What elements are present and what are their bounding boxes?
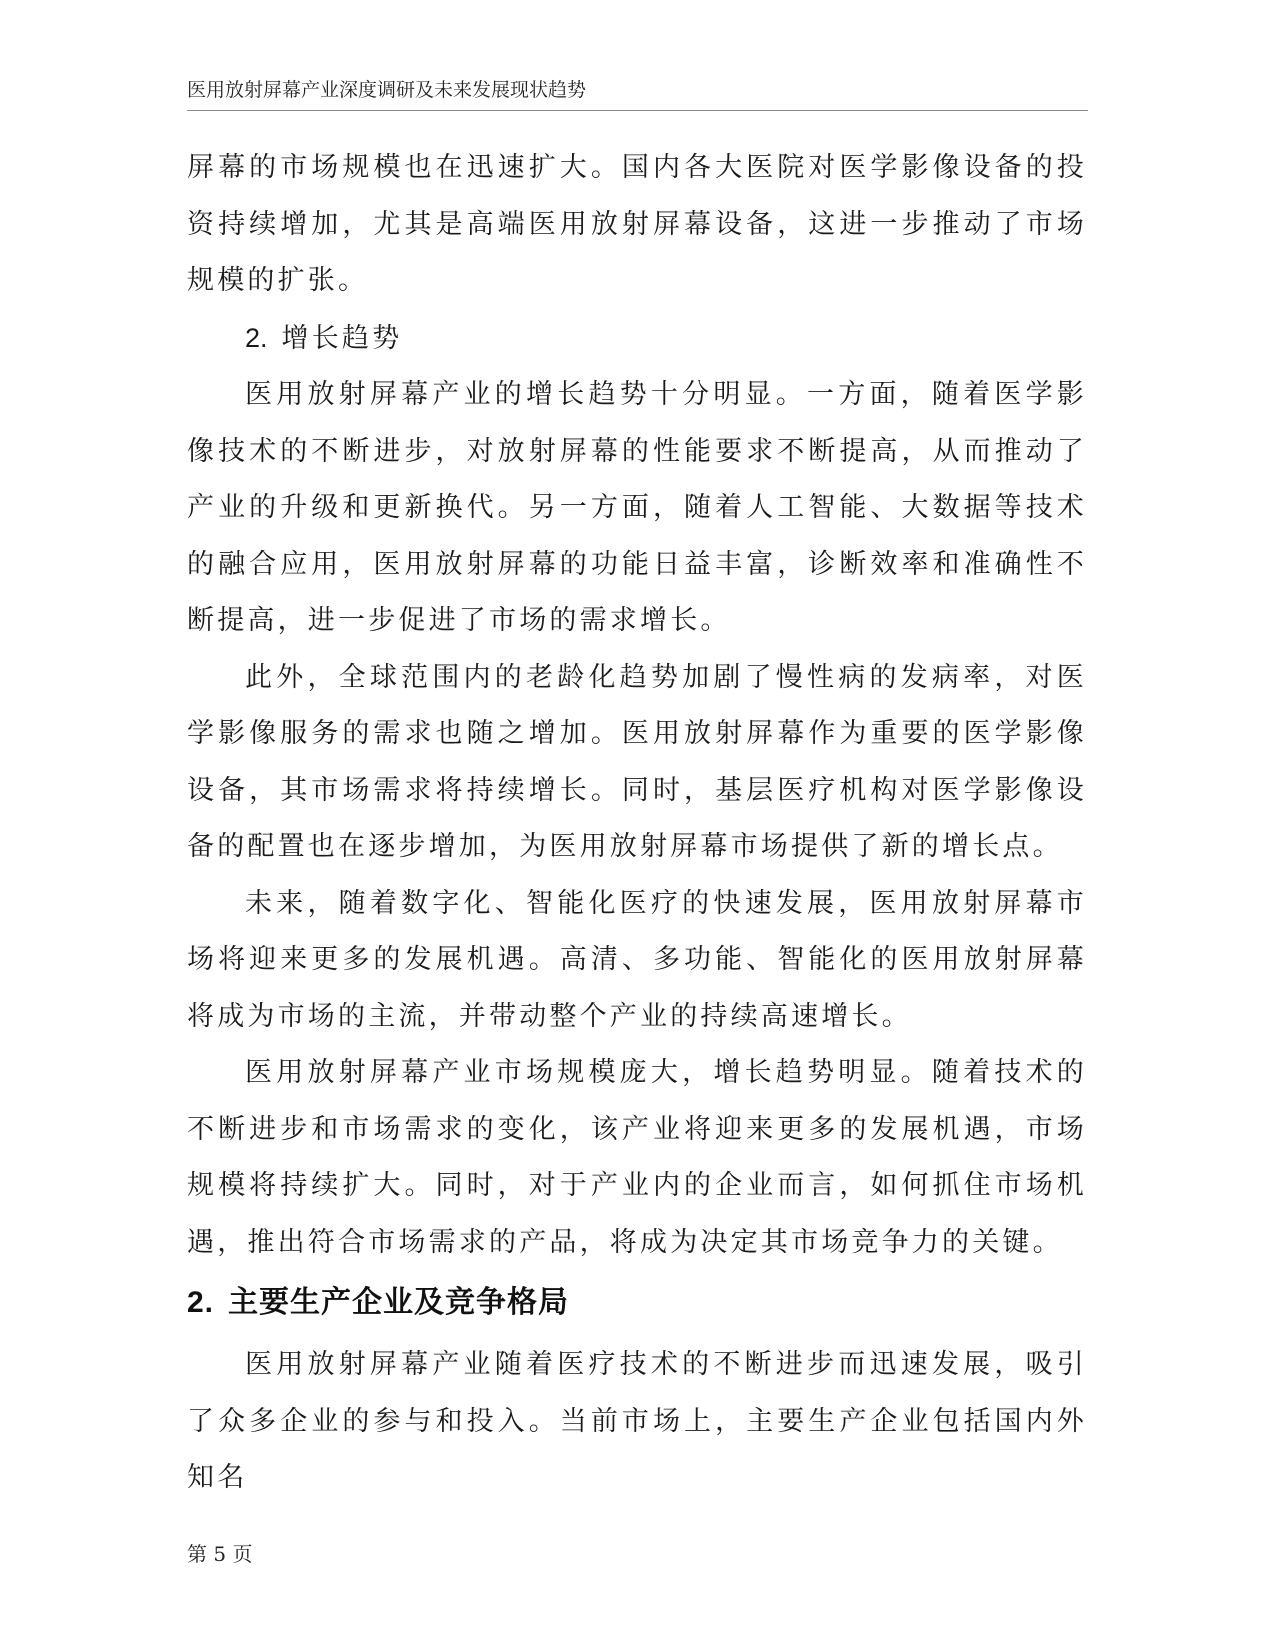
paragraph: 未来，随着数字化、智能化医疗的快速发展，医用放射屏幕市场将迎来更多的发展机遇。高清、多功能、智能化的医用放射屏幕将成为市场的主流，并带动整个产业的持续高速增长。 <box>187 887 1087 1032</box>
subsection-title: 增长趋势 <box>281 322 403 354</box>
paragraph: 此外，全球范围内的老龄化趋势加剧了慢性病的发病率，对医学影像服务的需求也随之增加。医用放射屏幕作为重要的医学影像设备，其市场需求将持续增长。同时，基层医疗机构对医学影像设备的配置也在逐步增加，为医用放射屏幕市场提供了新的增长点。 <box>187 661 1087 862</box>
paragraph: 医用放射屏幕产业的增长趋势十分明显。一方面，随着医学影像技术的不断进步，对放射屏幕的性能要求不断提高，从而推动了产业的升级和更新换代。另一方面，随着人工智能、大数据等技术的融合应用，医用放射屏幕的功能日益丰富，诊断效率和准确性不断提高，进一步促进了市场的需求增长。 <box>187 379 1087 636</box>
section-heading <box>187 1277 1087 1329</box>
section-number: 2. <box>187 1286 215 1319</box>
section-title: 主要生产企业及竞争格局 <box>228 1285 570 1320</box>
paragraph-continued: 屏幕的市场规模也在迅速扩大。国内各大医院对医学影像设备的投资持续增加，尤其是高端医用放射屏幕设备，这进一步推动了市场规模的扩张。 <box>187 152 1087 296</box>
header-divider <box>187 110 1088 111</box>
paragraph: 医用放射屏幕产业随着医疗技术的不断进步而迅速发展，吸引了众多企业的参与和投入。当前市场上，主要生产企业包括国内外知名 <box>187 1349 1087 1493</box>
document-body <box>187 140 1087 1507</box>
subsection-heading <box>187 310 1087 368</box>
page-number: 第 5 页 <box>187 1542 253 1566</box>
running-header: 医用放射屏幕产业深度调研及未来发展现状趋势 <box>187 79 587 101</box>
subsection-number: 2. <box>245 322 268 353</box>
paragraph: 医用放射屏幕产业市场规模庞大，增长趋势明显。随着技术的不断进步和市场需求的变化，该产业将迎来更多的发展机遇，市场规模将持续扩大。同时，对于产业内的企业而言，如何抓住市场机遇，推出符合市场需求的产品，将成为决定其市场竞争力的关键。 <box>187 1057 1087 1258</box>
